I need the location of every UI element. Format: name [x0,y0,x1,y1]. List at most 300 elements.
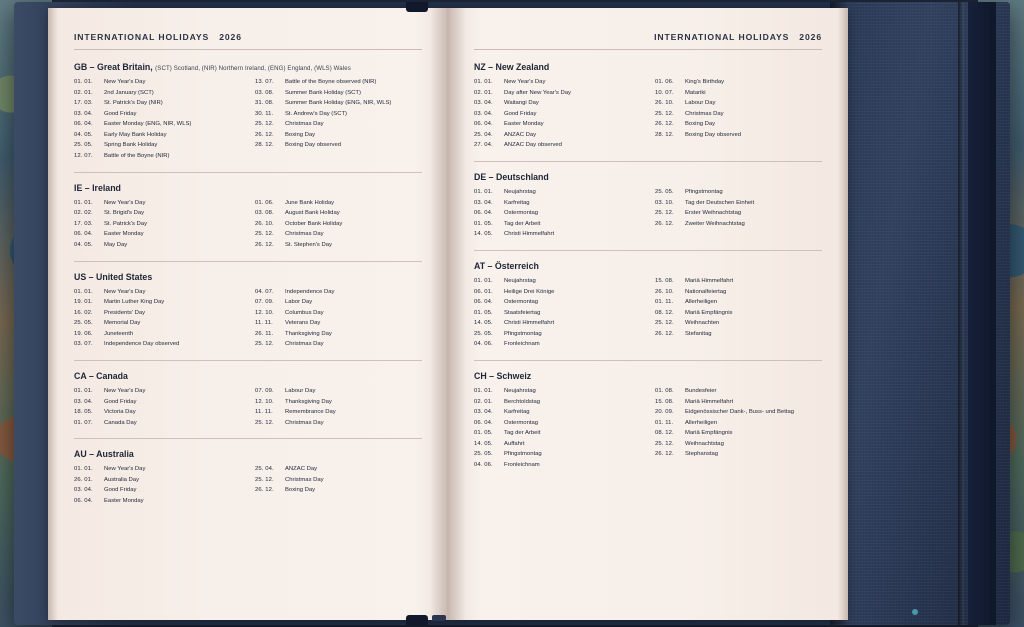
holiday-name: Juneteenth [104,330,134,337]
holiday-date: 06. 04. [474,299,493,306]
holiday-row [474,462,641,468]
holiday-name: Canada Day [104,419,137,426]
holiday-name: Thanksgiving Day [285,330,332,337]
holiday-date: 03. 07. [74,341,93,348]
holiday-date: 26. 01. [74,476,93,483]
holiday-row [474,100,641,106]
holiday-date: 03. 04. [74,398,93,405]
holiday-date: 03. 10. [655,199,674,206]
holiday-date: 28. 12. [255,142,274,149]
holiday-date: 26. 10. [655,288,674,295]
holiday-row [655,111,822,117]
holiday-name: St. Brigid's Day [104,210,145,217]
holiday-name: Good Friday [504,110,537,117]
country-title [74,371,422,381]
holiday-name: Battle of the Boyne observed (NIR) [285,79,377,85]
holiday-row [474,388,641,394]
holiday-name: Berchtoldstag [504,398,541,405]
holiday-name: Christmas Day [685,110,724,117]
holiday-row [74,487,241,493]
holiday-date: 04. 07. [255,288,274,295]
holiday-date: 02. 01. [74,89,93,96]
book-cover-edge [968,2,996,625]
country-title [74,183,422,193]
holiday-column-1 [74,200,241,253]
holiday-name: Pfingstmontag [504,330,542,337]
holiday-name: St. Andrew's Day (SCT) [285,110,348,117]
holiday-column-1 [474,278,641,352]
holiday-name: Christmas Day [285,419,324,426]
holiday-row [255,399,422,405]
holiday-row [655,420,822,426]
holiday-date: 25. 12. [255,121,274,128]
holiday-name: Erster Weihnachtstag [685,210,742,217]
holiday-row [74,466,241,472]
country-block [474,261,822,361]
holiday-row [74,289,241,295]
holiday-date: 25. 04. [255,466,274,473]
holiday-date: 01. 01. [74,199,93,206]
holiday-row [474,399,641,405]
holiday-name: Battle of the Boyne (NIR) [104,153,170,160]
holiday-name: New Year's Day [104,199,146,206]
holiday-date: 04. 06. [474,462,493,469]
holiday-name: Boxing Day [285,131,316,138]
holiday-name: Matariki [685,89,706,96]
holiday-name: Labour Day [285,387,316,394]
holiday-name: Christmas Day [285,121,324,128]
holiday-row [474,331,641,337]
holiday-row [255,210,422,216]
holiday-date: 03. 04. [74,110,93,117]
holiday-row [74,477,241,483]
holiday-date: 19. 01. [74,299,93,306]
country-title [74,272,422,282]
holiday-date: 03. 04. [474,199,493,206]
holiday-column-2 [655,79,822,153]
holiday-row [74,111,241,117]
holiday-name: New Year's Day [104,466,146,473]
holiday-name: St. Patrick's Day [104,220,148,227]
holiday-name: Allerheiligen [685,419,718,426]
holiday-name: St. Patrick's Day (NIR) [104,100,163,107]
holiday-date: 25. 12. [255,476,274,483]
holiday-date: 25. 12. [655,210,674,217]
holiday-name: Karfreitag [504,409,530,416]
holiday-row [74,100,241,106]
holiday-name: Auffahrt [504,440,525,447]
holiday-row [255,477,422,483]
holiday-date: 03. 04. [474,110,493,117]
holiday-date: 25. 05. [474,330,493,337]
holiday-name: Australia Day [104,476,140,483]
holiday-row [255,100,422,106]
holiday-row [474,310,641,316]
holiday-name: Ostermontag [504,210,539,217]
holiday-column-1 [74,466,241,508]
country-name: AT – Österreich [474,260,539,271]
holiday-name: June Bank Holiday [285,199,335,206]
holiday-date: 25. 04. [474,131,493,138]
holiday-name: May Day [104,241,128,248]
holiday-row [655,331,822,337]
right-page-header [474,32,822,50]
country-title [74,62,422,72]
holiday-name: Summer Bank Holiday (ENG, NIR, WLS) [285,100,392,107]
holiday-name: Summer Bank Holiday (SCT) [285,89,361,96]
holiday-name: Allerheiligen [685,299,718,306]
holiday-date: 20. 09. [655,409,674,416]
holiday-date: 01. 05. [474,220,493,227]
holiday-row [474,189,641,195]
holiday-date: 12. 07. [74,153,93,160]
holiday-date: 02. 01. [474,89,493,96]
holiday-name: Mariä Himmelfahrt [685,398,734,405]
holiday-name: Neujahrstag [504,387,536,394]
holiday-columns [74,466,422,508]
holiday-date: 31. 08. [255,100,274,107]
holiday-date: 26. 12. [655,220,674,227]
holiday-row [74,242,241,248]
holiday-name: August Bank Holiday [285,210,340,217]
holiday-name: Waitangi Day [504,100,539,107]
holiday-row [255,79,422,85]
holiday-row [255,310,422,316]
holiday-row [655,79,822,85]
holiday-date: 04. 06. [474,341,493,348]
holiday-columns [474,278,822,352]
holiday-name: Easter Monday [104,231,144,238]
holiday-name: Labor Day [285,299,313,306]
holiday-date: 06. 04. [474,121,493,128]
page-year: 2026 [219,32,242,42]
holiday-date: 19. 06. [74,330,93,337]
holiday-row [255,121,422,127]
holiday-date: 26. 12. [655,330,674,337]
left-page-header [74,32,422,50]
holiday-row [74,90,241,96]
holiday-column-2 [255,466,422,508]
country-subtitle: (SCT) Scotland, (NIR) Northern Ireland, (ENG) England, (WLS) Wales [155,65,351,72]
holiday-column-1 [474,79,641,153]
country-name: IE – Ireland [74,182,121,193]
holiday-row [474,210,641,216]
holiday-name: Neujahrstag [504,277,536,284]
holiday-name: Christmas Day [285,476,324,483]
holiday-row [474,430,641,436]
holiday-row [74,320,241,326]
holiday-name: Victoria Day [104,409,136,416]
holiday-row [74,341,241,347]
holiday-name: Staatsfeiertag [504,309,541,316]
holiday-row [655,90,822,96]
holiday-row [474,142,641,148]
holiday-row [74,153,241,159]
holiday-name: Pfingstmontag [685,189,723,196]
holiday-name: ANZAC Day [504,131,537,138]
holiday-column-2 [255,388,422,430]
country-title [474,62,822,72]
holiday-name: Boxing Day [285,487,316,494]
right-country-list [474,62,822,481]
holiday-name: Easter Monday (ENG, NIR, WLS) [104,121,192,128]
holiday-name: Eidgenössischer Dank-, Buss- und Bettag [685,409,795,416]
holiday-row [474,121,641,127]
holiday-date: 10. 07. [655,89,674,96]
holiday-row [255,200,422,206]
holiday-row [474,289,641,295]
holiday-name: Neujahrstag [504,189,536,196]
holiday-name: October Bank Holiday [285,220,343,227]
holiday-date: 01. 07. [74,419,93,426]
holiday-name: Boxing Day observed [685,131,741,138]
book [14,2,1010,625]
holiday-date: 01. 06. [255,199,274,206]
holiday-name: Ostermontag [504,299,539,306]
holiday-row [474,299,641,305]
holiday-row [255,388,422,394]
holiday-name: Fronleichnam [504,462,540,469]
holiday-row [74,221,241,227]
country-block [74,183,422,262]
holiday-name: Heilige Drei Könige [504,288,555,295]
holiday-row [474,320,641,326]
holiday-date: 25. 05. [74,320,93,327]
country-title [474,172,822,182]
left-page [48,8,448,620]
holiday-date: 01. 05. [474,430,493,437]
closure-clip-top[interactable] [406,2,428,12]
holiday-date: 12. 10. [255,398,274,405]
holiday-name: Ostermontag [504,419,539,426]
holiday-row [655,121,822,127]
holiday-name: Easter Monday [504,121,544,128]
holiday-row [255,409,422,415]
book-cover-hinge [958,2,964,625]
holiday-columns [74,388,422,430]
holiday-row [655,388,822,394]
holiday-date: 14. 05. [474,231,493,238]
holiday-row [74,200,241,206]
holiday-name: Mariä Empfängnis [685,430,733,437]
holiday-row [255,320,422,326]
holiday-row [474,132,641,138]
holiday-date: 06. 04. [74,121,93,128]
holiday-name: Memorial Day [104,320,141,327]
holiday-row [255,341,422,347]
holiday-row [474,111,641,117]
holiday-name: Tag der Arbeit [504,430,541,437]
holiday-row [655,451,822,457]
holiday-row [655,200,822,206]
holiday-name: Bundesfeier [685,387,717,394]
holiday-date: 03. 04. [474,100,493,107]
country-block [74,371,422,439]
holiday-date: 01. 05. [474,309,493,316]
holiday-name: Early May Bank Holiday [104,131,167,138]
holiday-row [255,331,422,337]
holiday-row [474,341,641,347]
holiday-date: 26. 12. [255,487,274,494]
holiday-row [474,278,641,284]
holiday-date: 17. 03. [74,220,93,227]
country-name: CH – Schweiz [474,370,532,381]
country-name: AU – Australia [74,449,134,460]
holiday-name: Pfingstmontag [504,451,542,458]
holiday-name: Martin Luther King Day [104,299,165,306]
holiday-date: 30. 11. [255,110,274,117]
holiday-column-2 [655,278,822,352]
holiday-row [74,142,241,148]
holiday-date: 26. 12. [655,451,674,458]
holiday-row [74,498,241,504]
holiday-name: Remembrance Day [285,409,336,416]
holiday-row [255,221,422,227]
holiday-name: Veterans Day [285,320,321,327]
holiday-name: Tag der Arbeit [504,220,541,227]
holiday-name: Columbus Day [285,309,324,316]
holiday-row [74,299,241,305]
holiday-name: Stefanitag [685,330,712,337]
holiday-date: 01. 06. [655,79,674,85]
holiday-date: 02. 02. [74,210,93,217]
country-block [74,62,422,173]
holiday-name: Independence Day observed [104,341,180,348]
holiday-row [74,331,241,337]
holiday-date: 27. 04. [474,142,493,149]
holiday-row [474,441,641,447]
holiday-date: 26. 10. [655,100,674,107]
holiday-name: Presidents' Day [104,309,146,316]
holiday-date: 14. 05. [474,320,493,327]
holiday-row [74,79,241,85]
holiday-date: 26. 12. [655,121,674,128]
holiday-date: 07. 09. [255,299,274,306]
holiday-date: 06. 01. [474,288,493,295]
holiday-date: 01. 11. [655,419,674,426]
holiday-row [655,210,822,216]
holiday-name: Boxing Day [685,121,716,128]
holiday-name: Fronleichnam [504,341,540,348]
holiday-row [255,420,422,426]
holiday-row [74,121,241,127]
holiday-date: 26. 12. [255,131,274,138]
holiday-row [255,231,422,237]
holiday-date: 15. 08. [655,277,674,284]
holiday-name: Easter Monday [104,498,144,505]
holiday-row [655,100,822,106]
holiday-name: Christi Himmelfahrt [504,231,555,238]
holiday-column-1 [74,79,241,164]
holiday-row [255,132,422,138]
holiday-row [74,409,241,415]
holiday-date: 26. 10. [255,220,274,227]
holiday-date: 14. 05. [474,440,493,447]
holiday-name: Good Friday [104,110,137,117]
holiday-date: 07. 09. [255,387,274,394]
holiday-row [74,231,241,237]
holiday-row [655,278,822,284]
holiday-column-1 [74,289,241,352]
holiday-name: Christmas Day [285,341,324,348]
holiday-name: Nationalfeiertag [685,288,727,295]
holiday-row [474,221,641,227]
right-page [448,8,848,620]
holiday-row [655,289,822,295]
closure-clip-bottom[interactable] [406,615,428,625]
holiday-column-1 [74,388,241,430]
cover-dot-icon [912,609,918,615]
holiday-date: 25. 12. [655,320,674,327]
holiday-name: ANZAC Day observed [504,142,562,149]
holiday-column-2 [655,189,822,242]
holiday-row [655,430,822,436]
holiday-row [655,310,822,316]
holiday-date: 25. 05. [474,451,493,458]
country-block [474,172,822,251]
holiday-date: 06. 04. [474,419,493,426]
holiday-name: Mariä Himmelfahrt [685,277,734,284]
holiday-date: 01. 01. [74,288,93,295]
holiday-date: 26. 12. [255,241,274,248]
holiday-name: Tag der Deutschen Einheit [685,199,755,206]
holiday-column-2 [255,289,422,352]
page-title: INTERNATIONAL HOLIDAYS [74,32,210,42]
holiday-date: 03. 08. [255,89,274,96]
holiday-date: 17. 03. [74,100,93,107]
holiday-name: Labour Day [685,100,716,107]
holiday-date: 15. 08. [655,398,674,405]
holiday-date: 12. 10. [255,309,274,316]
holiday-row [255,466,422,472]
holiday-date: 06. 04. [74,231,93,238]
holiday-name: Christmas Day [285,231,324,238]
holiday-column-1 [474,189,641,242]
holiday-row [655,441,822,447]
holiday-name: Spring Bank Holiday [104,142,158,149]
holiday-date: 25. 12. [655,440,674,447]
holiday-name: ANZAC Day [285,466,318,473]
holiday-row [655,221,822,227]
holiday-row [255,142,422,148]
holiday-row [255,242,422,248]
left-country-list [74,62,422,517]
holiday-date: 11. 11. [255,409,273,416]
holiday-name: King's Birthday [685,79,725,85]
holiday-columns [74,79,422,164]
page-year: 2026 [799,32,822,42]
country-block [74,272,422,361]
holiday-name: Christi Himmelfahrt [504,320,555,327]
holiday-name: Good Friday [104,487,137,494]
holiday-column-1 [474,388,641,473]
holiday-name: Day after New Year's Day [504,89,571,96]
holiday-date: 01. 08. [655,387,674,394]
holiday-name: Karfreitag [504,199,530,206]
holiday-date: 01. 01. [474,189,493,196]
holiday-date: 01. 01. [474,277,493,284]
holiday-row [255,111,422,117]
holiday-name: Weihnachten [685,320,720,327]
holiday-row [74,399,241,405]
holiday-date: 06. 04. [74,498,93,505]
holiday-row [74,210,241,216]
holiday-date: 01. 01. [474,387,493,394]
holiday-row [474,409,641,415]
holiday-date: 25. 12. [255,341,274,348]
holiday-row [474,200,641,206]
holiday-date: 03. 08. [255,210,274,217]
